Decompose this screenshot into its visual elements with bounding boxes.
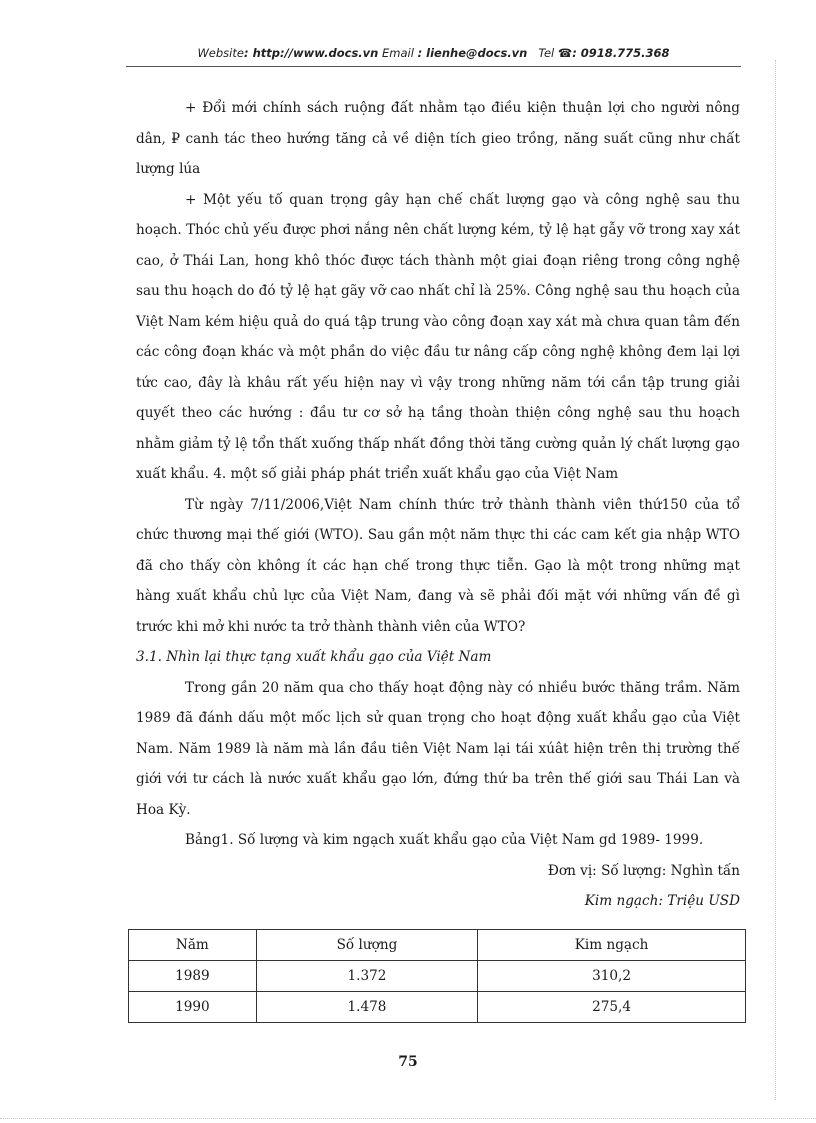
website-link[interactable]: : http://www.docs.vn <box>243 46 379 60</box>
paragraph-wto: Từ ngày 7/11/2006,Việt Nam chính thức trở thành thành viên thứ150 của tổ chức thương mại thế giới (WTO). Sau gần một năm thực thi các cam kết gia nhập WTO đã cho thấy còn không ít các hạn chế trong thực tiễn. Gạo là một trong những mạt hàng xuất khẩu chủ lực của Việt Nam, đang và sẽ phải đối mặt với những vấn đề gì trước khi mở khi nước ta trở thành thành viên của WTO? <box>136 496 740 635</box>
unit-quantity: Đơn vị: Số lượng: Nghìn tấn <box>547 862 740 879</box>
cell-year: 1990 <box>129 992 257 1023</box>
header-divider <box>126 66 741 67</box>
email-label: Email <box>382 46 414 60</box>
cell-quantity: 1.372 <box>256 961 477 992</box>
paragraph-history: Trong gần 20 năm qua cho thấy hoạt động này có nhiều bước thăng trầm. Năm 1989 đã đánh dấu một mốc lịch sử quan trọng cho hoạt động xuất khẩu gạo của Việt Nam. Năm 1989 là năm mà lần đầu tiên Việt Nam lại tái xúât hiện trên thị trường thế giới với tư cách là nước xuất khẩu gạo lớn, đứng thứ ba trên thế giới sau Thái Lan và Hoa Kỳ. <box>136 679 740 818</box>
page-number: 75 <box>398 1054 418 1070</box>
page-body <box>136 93 740 917</box>
cell-value: 275,4 <box>478 992 746 1023</box>
table-caption: Bảng1. Số lượng và kim ngạch xuất khẩu gạo của Việt Nam gd 1989- 1999. <box>185 832 704 848</box>
email-link[interactable]: : lienhe@docs.vn <box>417 46 528 60</box>
bottom-margin-guide <box>0 1118 816 1119</box>
unit-value: Kim ngạch: Triệu USD <box>584 893 740 909</box>
cell-quantity: 1.478 <box>256 992 477 1023</box>
paragraph-post-harvest: + Một yếu tố quan trọng gây hạn chế chất lượng gạo và công nghệ sau thu hoạch. Thóc chủ yếu được phơi nắng nên chất lượng kém, tỷ lệ hạt gẫy vỡ trong xay xát cao, ở Thái Lan, hong khô thóc được tách thành một giai đoạn riêng trong công nghệ sau thu hoạch do đó tỷ lệ hạt gãy vỡ cao nhất chỉ là 25%. Công nghệ sau thu hoạch của Việt Nam kém hiệu quả do quá tập trung vào công đoạn xay xát mà chưa quan tâm đến các công đoạn khác và một phần do việc đầu tư nâng cấp công nghệ không đem lại lợi tức cao, đây là khâu rất yếu hiện nay vì vậy trong những năm tới cần tập trung giải quyết theo các hướng : đầu tư cơ sở hạ tầng thoàn thiện công nghệ sau thu hoạch nhằm giảm tỷ lệ tổn thất xuống thấp nhất đồng thời tăng cường quản lý chất lượng gạo xuất khẩu. 4. một số giải pháp phát triển xuất khẩu gạo của Việt Nam <box>136 191 740 482</box>
header-year: Năm <box>129 930 257 961</box>
page-header <box>126 46 741 60</box>
tel-label: Tel <box>538 46 555 60</box>
header-value: Kim ngạch <box>478 930 746 961</box>
cell-value: 310,2 <box>478 961 746 992</box>
paragraph-land-reform: + Đổi mới chính sách ruộng đất nhằm tạo điều kiện thuận lợi cho người nông dân, ₽ canh tác theo hướng tăng cả về diện tích gieo trồng, năng suất cũng như chất lượng lúa <box>136 100 740 177</box>
right-margin-guide <box>775 60 776 1100</box>
header-quantity: Số lượng <box>256 930 477 961</box>
section-heading: 3.1. Nhìn lại thực tạng xuất khẩu gạo của Việt Nam <box>136 649 492 665</box>
table-row <box>129 992 746 1023</box>
table-row <box>129 961 746 992</box>
tel-value: : 0918.775.368 <box>572 46 670 60</box>
table-header-row <box>129 930 746 961</box>
phone-icon: ☎ <box>557 46 573 60</box>
cell-year: 1989 <box>129 961 257 992</box>
export-table <box>128 929 746 1023</box>
website-label: Website <box>197 46 244 60</box>
